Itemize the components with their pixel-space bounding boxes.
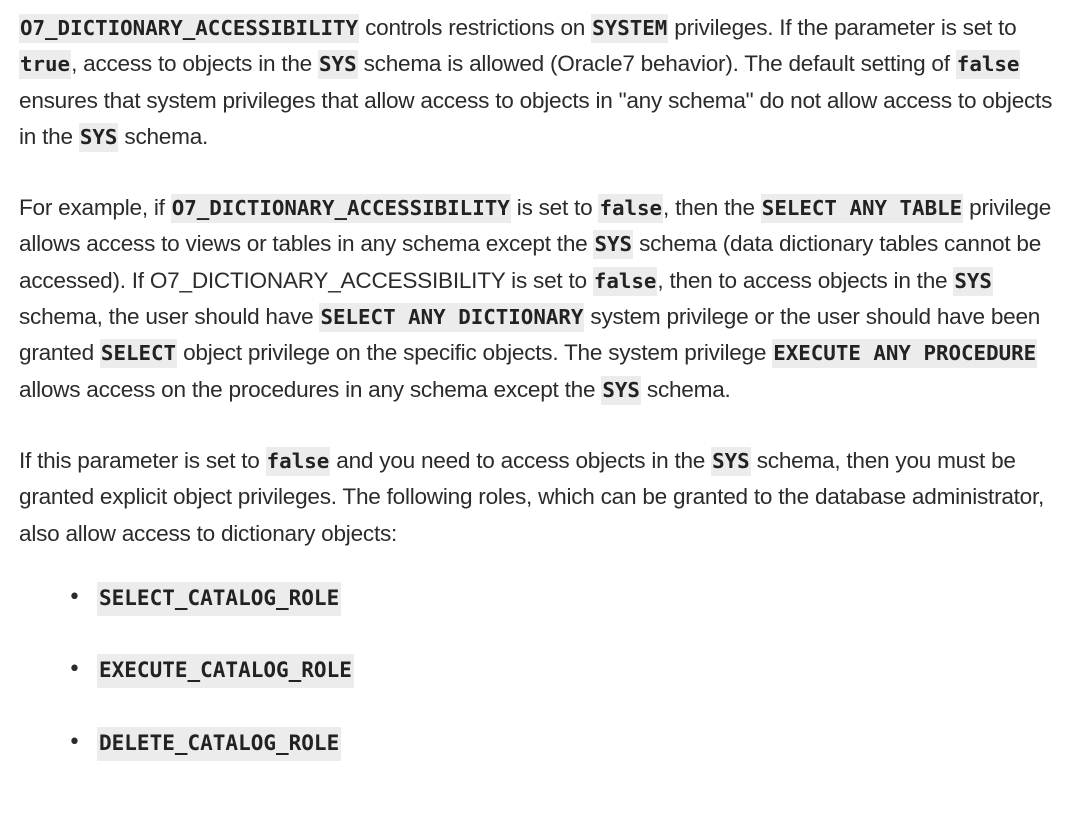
bullet-icon: • [68,729,81,755]
text: is set to [510,195,599,221]
text: allows access on the procedures in any schema except the [19,376,602,402]
role-list [19,580,1065,798]
text: , then to access objects in the [657,267,954,293]
inline-code-parameter: O7_DICTIONARY_ACCESSIBILITY [19,14,359,43]
paragraph-example [19,190,1065,408]
role-select-catalog: SELECT_CATALOG_ROLE [97,582,341,616]
inline-code-false: false [598,194,663,223]
inline-code-parameter: O7_DICTIONARY_ACCESSIBILITY [171,194,511,223]
inline-code-sys: SYS [953,267,993,296]
inline-code-system: SYSTEM [591,14,668,43]
text: schema (data dictionary tables cannot be accessed). If O7_DICTIONARY_ACCESSIBILITY is set to [19,231,1042,293]
text: and you need to access objects in the [330,447,712,473]
text: schema. [118,123,209,149]
document-body [19,10,1065,797]
text: , access to objects in the [71,51,319,77]
inline-code-false: false [266,447,331,476]
text: object privilege on the specific objects. The system privilege [177,340,773,366]
paragraph-roles-intro [19,443,1065,552]
role-execute-catalog: EXECUTE_CATALOG_ROLE [97,654,354,688]
inline-code-select-any-table: SELECT ANY TABLE [761,194,963,223]
text: For example, if [19,195,171,221]
role-delete-catalog: DELETE_CATALOG_ROLE [97,727,341,761]
paragraph-o7-overview [19,10,1065,155]
text: schema, then you must be granted explicit object privileges. The following roles, which can be granted to the database administrator, also allow access to dictionary objects: [19,447,1045,546]
list-item [19,580,1065,653]
text: schema, the user should have [19,304,320,330]
text: schema. [640,376,731,402]
inline-code-false: false [593,267,658,296]
text: system privilege or the user should have been granted [19,304,1041,366]
list-item [19,652,1065,725]
text: privileges. If the parameter is set to [668,15,1017,40]
inline-code-false: false [956,50,1021,79]
text: controls restrictions on [359,15,592,40]
inline-code-true: true [19,50,71,79]
inline-code-sys: SYS [79,123,119,152]
inline-code-sys: SYS [593,230,633,259]
inline-code-sys: SYS [318,50,358,79]
text: schema is allowed (Oracle7 behavior). The default setting of [357,51,956,77]
inline-code-execute-any-procedure: EXECUTE ANY PROCEDURE [772,339,1037,368]
inline-code-sys: SYS [711,447,751,476]
list-item [19,725,1065,798]
bullet-icon: • [68,657,81,683]
text: If this parameter is set to [19,447,266,473]
inline-code-select: SELECT [100,339,177,368]
inline-code-select-any-dictionary: SELECT ANY DICTIONARY [319,303,584,332]
inline-code-sys: SYS [601,376,641,405]
text: ensures that system privileges that allow access to objects in "any schema" do not allow access to objects in the [19,87,1053,149]
text: , then the [663,195,761,221]
bullet-icon: • [68,584,81,610]
text: privilege allows access to views or tables in any schema except the [19,195,1052,257]
